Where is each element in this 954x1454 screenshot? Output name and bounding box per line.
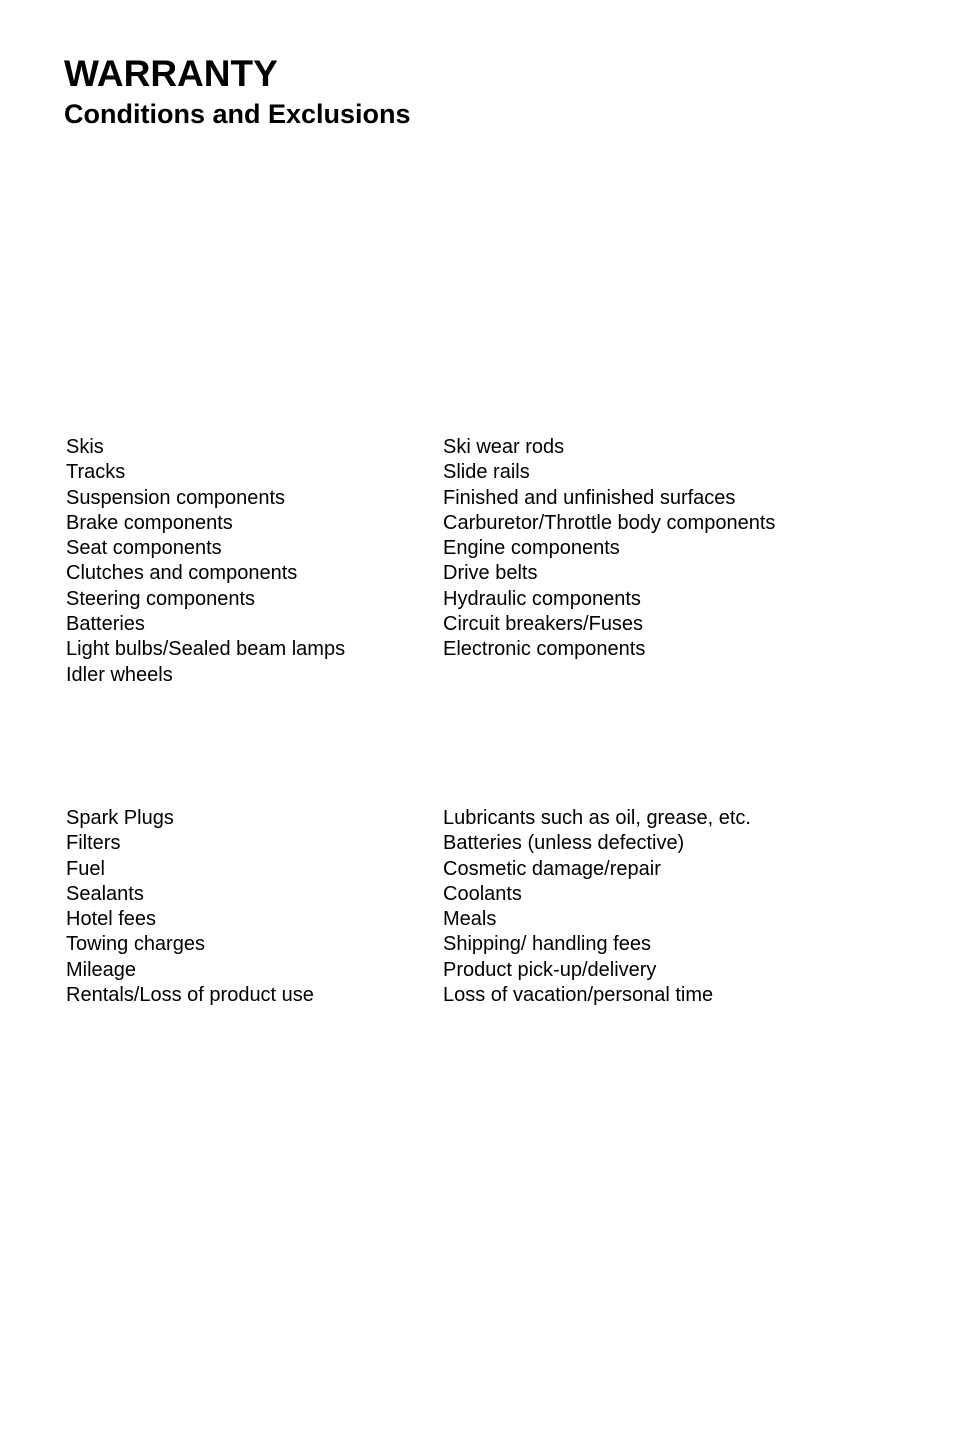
list-item: Slide rails [443,461,530,484]
list-item: Spark Plugs [66,807,174,829]
list-item: Loss of vacation/personal time [443,984,714,1007]
list-item: Hydraulic components [443,587,641,610]
list-item: Seat components [66,537,222,560]
list-item: Carburetor/Throttle body components [443,511,776,534]
list-item: Batteries [66,613,145,636]
wear-parts-list-right [443,435,775,663]
list-item: Sealants [66,882,144,905]
list-item: Product pick-up/delivery [443,958,657,981]
wear-parts-list-left [66,435,345,688]
list-item: Finished and unfinished surfaces [443,486,736,509]
page-subtitle: Conditions and Exclusions [64,99,411,129]
list-item: Cosmetic damage/repair [443,857,661,880]
list-item: Steering components [66,587,256,610]
list-item: Suspension components [66,486,286,509]
list-item: Meals [443,908,497,931]
list-item: Fuel [66,857,105,880]
list-item: Filters [66,832,121,855]
list-item: Lubricants such as oil, grease, etc. [443,807,751,829]
list-item: Hotel fees [66,908,157,931]
list-item: Coolants [443,882,522,905]
list-item: Skis [66,436,104,458]
list-item: Batteries (unless defective) [443,832,685,855]
list-item: Tracks [66,461,126,484]
page-title: WARRANTY [64,53,278,94]
list-item: Light bulbs/Sealed beam lamps [66,638,346,661]
list-item: Clutches and components [66,562,298,585]
list-item: Engine components [443,537,620,560]
list-item: Mileage [66,958,137,981]
list-item: Towing charges [66,933,205,956]
excluded-costs-list-right [443,806,751,1008]
list-item: Electronic components [443,638,646,661]
list-item: Rentals/Loss of product use [66,984,314,1007]
list-item: Shipping/ handling fees [443,933,651,956]
list-item: Ski wear rods [443,436,565,458]
list-item: Drive belts [443,562,538,585]
list-item: Idler wheels [66,663,173,686]
list-item: Brake components [66,511,233,534]
excluded-costs-list-left [66,806,314,1008]
list-item: Circuit breakers/Fuses [443,613,644,636]
